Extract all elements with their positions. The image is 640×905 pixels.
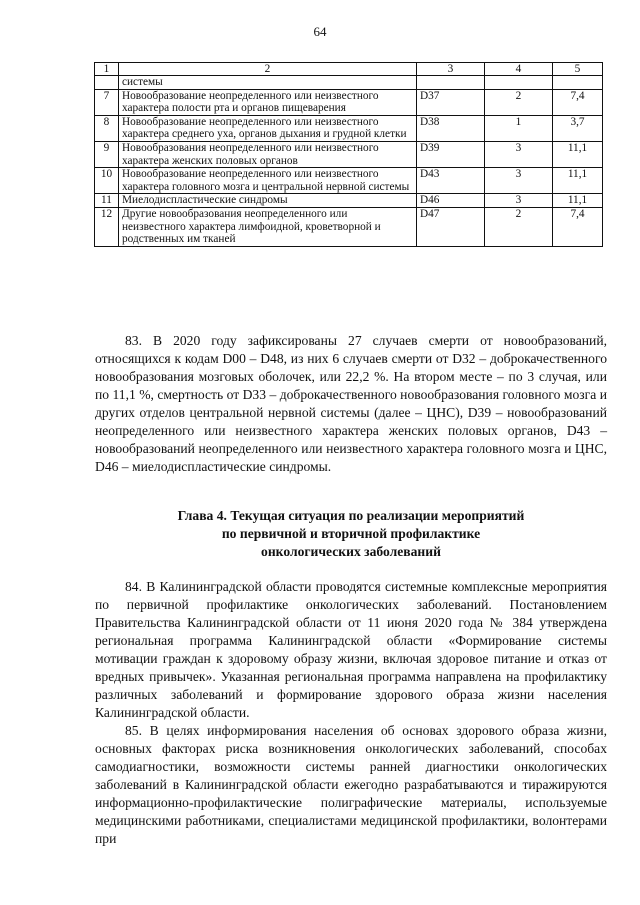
row-number-cell: 9 [95, 141, 119, 167]
row-percent-cell [553, 76, 603, 90]
row-count-cell: 3 [485, 194, 553, 208]
table-row [95, 168, 603, 194]
row-number-cell: 12 [95, 207, 119, 246]
chapter-heading-line: Глава 4. Текущая ситуация по реализации мероприятий [177, 508, 525, 523]
row-name-cell: системы [119, 76, 417, 90]
chapter-heading-line: по первичной и вторичной профилактике [221, 526, 481, 541]
table-row [95, 141, 603, 167]
column-header: 5 [553, 63, 603, 76]
row-code-cell: D38 [417, 115, 485, 141]
row-code-cell: D47 [417, 207, 485, 246]
table-row [95, 207, 603, 246]
row-count-cell: 2 [485, 207, 553, 246]
row-code-cell [417, 76, 485, 90]
row-percent-cell: 7,4 [553, 207, 603, 246]
row-count-cell [485, 76, 553, 90]
paragraph-84: 84. В Калининградской области проводятся системные комплексные мероприятия по первичной профилактике онкологических заболеваний. Постановлением Правительства Калининградской области от 11 июня 2020 года № 384 утверждена региональная программа Калининградской области «Формирование системы мотивации граждан к здоровому образу жизни, включая здоровое питание и отказ от вредных привычек». Указанная региональная программа направлена на профилактику различных заболеваний и формирование здорового образа жизни населения Калининградской области. [95, 579, 607, 720]
table-row [95, 115, 603, 141]
column-header: 1 [95, 63, 119, 76]
chapter-heading-line: онкологических заболеваний [261, 544, 441, 559]
row-count-cell: 3 [485, 168, 553, 194]
row-number-cell: 11 [95, 194, 119, 208]
row-number-cell: 10 [95, 168, 119, 194]
page-number: 64 [313, 24, 327, 39]
table-row [95, 194, 603, 208]
row-name-cell: Другие новообразования неопределенного или неизвестного характера лимфоидной, кроветворной и родственных им тканей [119, 207, 417, 246]
table-row-continuation [95, 76, 603, 90]
column-header: 4 [485, 63, 553, 76]
row-code-cell: D43 [417, 168, 485, 194]
paragraph-83: 83. В 2020 году зафиксированы 27 случаев смерти от новообразований, относящихся к кодам D00 – D48, из них 6 случаев смерти от D32 – доброкачественного новообразования мозговых оболочек, или 22,2 %. На втором месте – по 3 случая, или по 11,1 %, смертность от D33 – доброкачественного новообразования головного мозга и других отделов центральной нервной системы (далее – ЦНС), D39 – новообразований неопределенного или неизвестного характера женских половых органов, D43 – новообразований неопределенного или неизвестного характера головного мозга и ЦНС, D46 – миелодиспластические синдромы. [95, 333, 607, 474]
row-count-cell: 2 [485, 89, 553, 115]
row-percent-cell: 7,4 [553, 89, 603, 115]
row-count-cell: 3 [485, 141, 553, 167]
row-code-cell: D39 [417, 141, 485, 167]
row-name-cell: Новообразование неопределенного или неизвестного характера полости рта и органов пищеварения [119, 89, 417, 115]
row-name-cell: Новообразование неопределенного или неизвестного характера среднего уха, органов дыхания и грудной клетки [119, 115, 417, 141]
chapter-heading [95, 507, 607, 561]
row-percent-cell: 3,7 [553, 115, 603, 141]
paragraph-85: 85. В целях информирования населения об основах здорового образа жизни, основных факторах риска возникновения онкологических заболеваний, способах самодиагностики, возможности системы ранней диагностики онкологических заболеваний в Калининградской области ежегодно разрабатываются и тиражируются информационно-профилактические полиграфические материалы, используемые медицинскими работниками, специалистами медицинской профилактики, волонтерами при [95, 723, 607, 846]
row-count-cell: 1 [485, 115, 553, 141]
mortality-table [94, 62, 603, 247]
column-header: 2 [119, 63, 417, 76]
table-header-row [95, 63, 603, 76]
row-percent-cell: 11,1 [553, 141, 603, 167]
row-number-cell: 7 [95, 89, 119, 115]
row-name-cell: Миелодиспластические синдромы [119, 194, 417, 208]
row-name-cell: Новообразование неопределенного или неизвестного характера головного мозга и центральной нервной системы [119, 168, 417, 194]
row-code-cell: D37 [417, 89, 485, 115]
paragraphs-84-85-block [95, 578, 607, 848]
row-code-cell: D46 [417, 194, 485, 208]
row-number-cell: 8 [95, 115, 119, 141]
paragraph-83-block [95, 332, 607, 476]
row-percent-cell: 11,1 [553, 194, 603, 208]
table-row [95, 89, 603, 115]
row-percent-cell: 11,1 [553, 168, 603, 194]
row-name-cell: Новообразования неопределенного или неизвестного характера женских половых органов [119, 141, 417, 167]
column-header: 3 [417, 63, 485, 76]
row-number-cell [95, 76, 119, 90]
